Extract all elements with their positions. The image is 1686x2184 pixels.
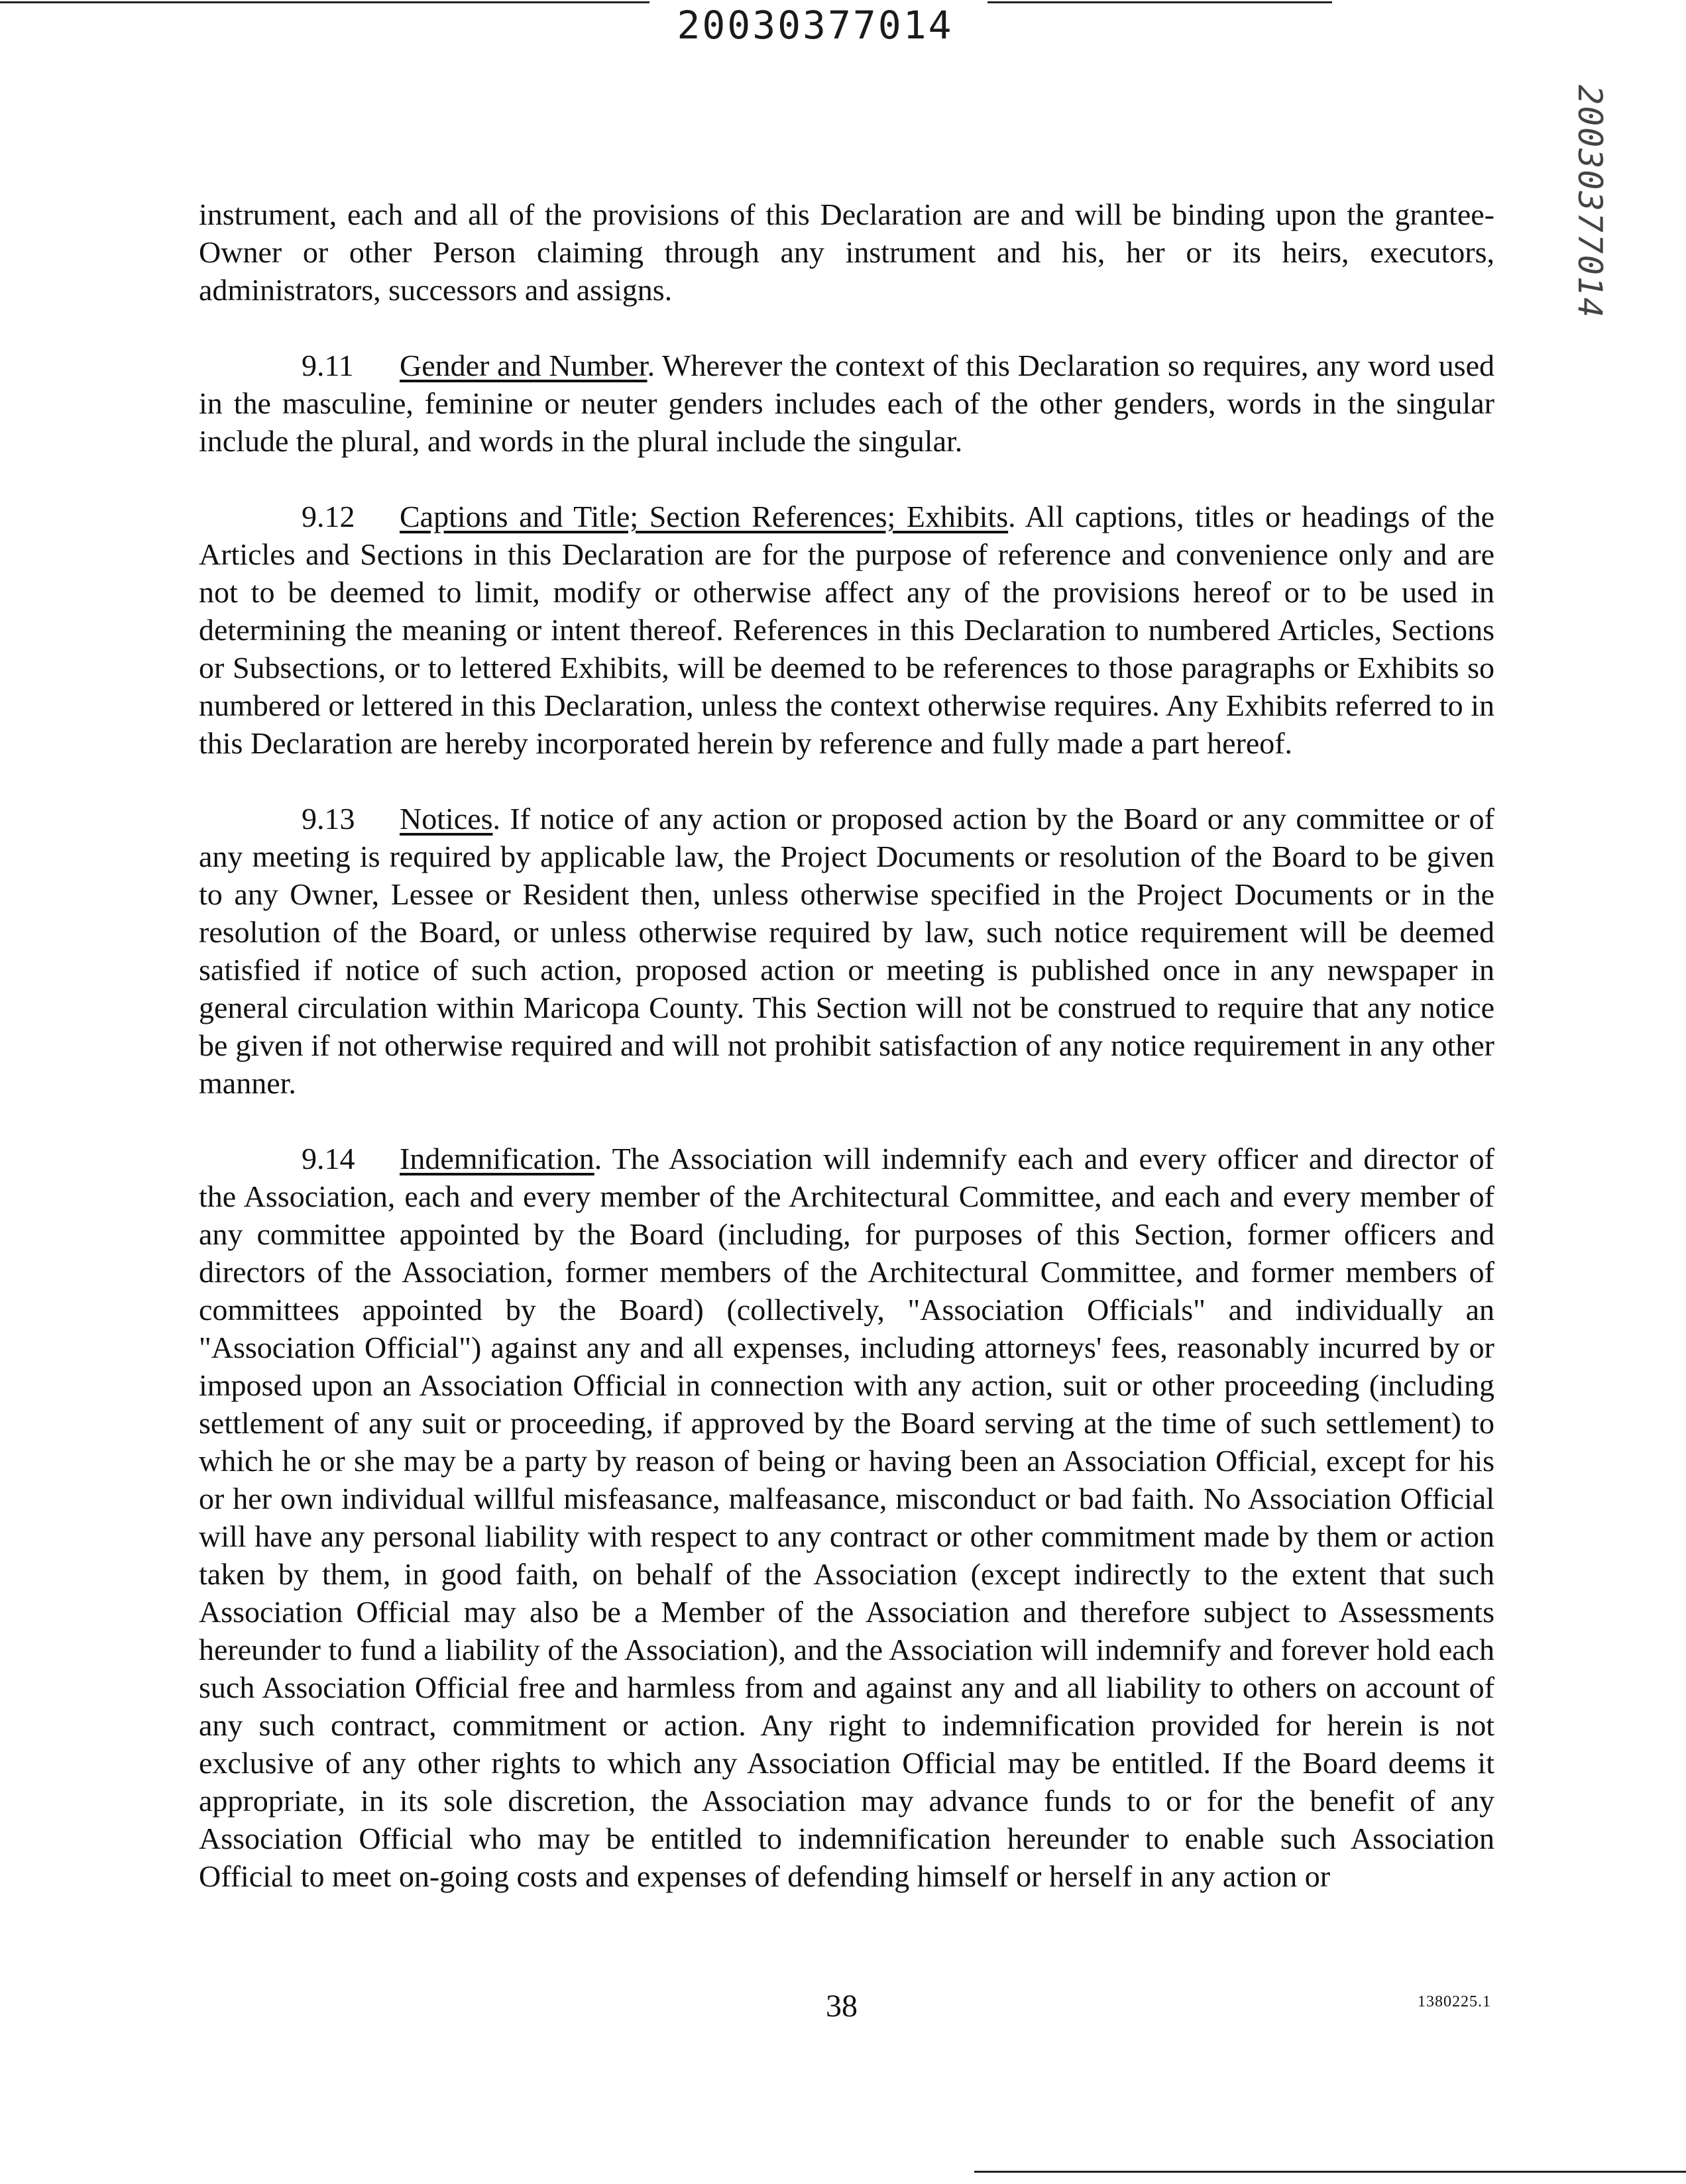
- side-recording-stamp: [1571, 85, 1636, 319]
- page-number: 38: [826, 1989, 858, 2024]
- section-text: . The Association will indemnify each and every officer and director of the Association, each and every member of the Architectural Committee, and each and every member of any committee appointed by the Board (including, for purposes of this Section, former officers and directors of the Association, former members of the Architectural Committee, and former members of committees appointed by the Board) (collectively, "Association Officials" and individually an "Association Official") against any and all expenses, including attorneys' fees, reasonably incurred by or imposed upon an Association Official in connection with any action, suit or other proceeding (including settlement of any suit or proceeding, if approved by the Board serving at the time of such settlement) to which he or she may be a party by reason of being or having been an Association Official, except for his or her own individual willful misfeasance, malfeasance, misconduct or bad faith. No Association Official will have any personal liability with respect to any contract or other commitment made by them or action taken by them, in good faith, on behalf of the Association (except indirectly to the extent that such Association Official may also be a Member of the Association and therefore subject to Assessments hereunder to fund a liability of the Association), and the Association will indemnify and forever hold each such Association Official free and harmless from and against any and all liability to others on account of any such contract, commitment or action. Any right to indemnification provided for herein is not exclusive of any other rights to which any Association Official may be entitled. If the Board deems it appropriate, in its sole discretion, the Association may advance funds to or for the benefit of any Association Official who may be entitled to indemnification hereunder to enable such Association Official to meet on-going costs and expenses of defending himself or herself in any action or: [199, 1142, 1494, 1893]
- top-rule-right: [987, 1, 1332, 3]
- document-id: 1380225.1: [1418, 1993, 1491, 2010]
- section-text: . Wherever the context of this Declaration so requires, any word used in the masculine, feminine or neuter genders includes each of the other genders, words in the singular include the plural, and words in the plural include the singular.: [199, 349, 1494, 458]
- section-number: 9.12: [302, 500, 355, 533]
- side-stamp-text: 20030377014: [1571, 85, 1609, 319]
- top-rule-left: [0, 1, 649, 3]
- section-9-12: [199, 498, 1494, 762]
- section-heading: Captions and Title; Section References; Exhibits: [400, 500, 1009, 533]
- section-text: . If notice of any action or proposed action by the Board or any committee or of any meeting is required by applicable law, the Project Documents or resolution of the Board to be given to any Owner, Lessee or Resident then, unless otherwise specified in the Project Documents or in the resolution of the Board, or unless otherwise required by law, such notice requirement will be deemed satisfied if notice of such action, proposed action or meeting is published once in any newspaper in general circulation within Maricopa County. This Section will not be construed to require that any notice be given if not otherwise required and will not prohibit satisfaction of any notice requirement in any other manner.: [199, 802, 1494, 1100]
- bottom-rule: [974, 2171, 1686, 2173]
- section-text: . All captions, titles or headings of the Articles and Sections in this Declaration are for the purpose of reference and convenience only and are not to be deemed to limit, modify or otherwise affect any of the provisions hereof or to be used in determining the meaning or intent thereof. References in this Declaration to numbered Articles, Sections or Subsections, or to lettered Exhibits, will be deemed to be references to those paragraphs or Exhibits so numbered or lettered in this Declaration, unless the context otherwise requires. Any Exhibits referred to in this Declaration are hereby incorporated herein by reference and fully made a part hereof.: [199, 500, 1494, 760]
- recording-number: 20030377014: [677, 3, 954, 48]
- document-body: [199, 195, 1494, 1933]
- section-number: 9.14: [302, 1142, 355, 1175]
- section-9-13: [199, 800, 1494, 1102]
- section-number: 9.13: [302, 802, 355, 836]
- section-heading: Gender and Number: [400, 349, 647, 382]
- section-heading: Indemnification: [400, 1142, 594, 1175]
- section-9-14: [199, 1140, 1494, 1895]
- continuation-text: instrument, each and all of the provisions of this Declaration are and will be binding upon the grantee-Owner or other Person claiming through any instrument and his, her or its heirs, executors, administrators, successors and assigns.: [199, 197, 1494, 307]
- section-9-11: [199, 347, 1494, 460]
- section-heading: Notices: [400, 802, 493, 836]
- section-number: 9.11: [302, 349, 354, 382]
- paragraph-continuation: [199, 195, 1494, 309]
